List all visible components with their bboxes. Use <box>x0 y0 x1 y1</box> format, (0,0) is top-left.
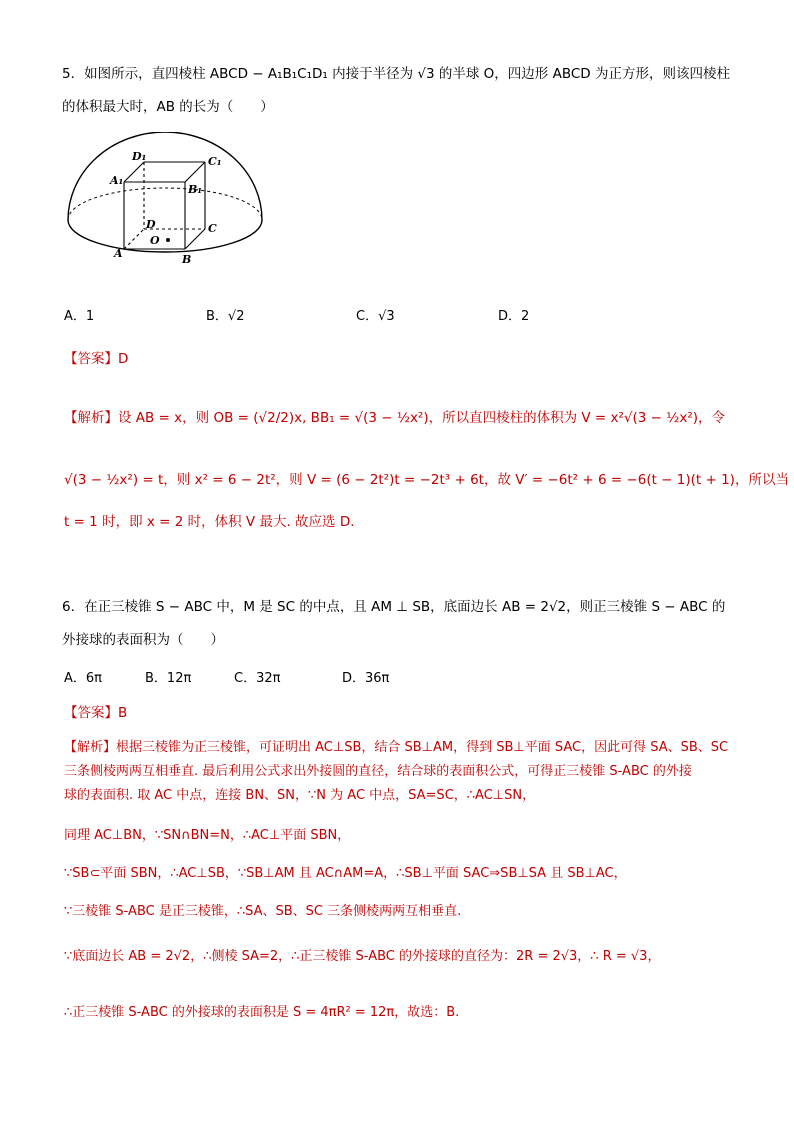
label-a: A <box>114 247 123 260</box>
q6-answer: 【答案】B <box>64 705 128 721</box>
q5-option-b: B．√2 <box>206 309 245 324</box>
q6-solution-line-2: 三条侧棱两两互相垂直. 最后利用公式求出外接圆的直径，结合球的表面积公式，可得正三棱锥 S-ABC 的外接 <box>64 764 692 779</box>
q6-stem-line-1: 6．在正三棱锥 S − ABC 中，M 是 SC 的中点，且 AM ⊥ SB，底面边长 AB = 2√2，则正三棱锥 S − ABC 的 <box>62 599 726 615</box>
label-a1: A₁ <box>110 174 124 187</box>
q6-solution-line-6: ∵三棱锥 S-ABC 是正三棱锥，∴SA、SB、SC 三条侧棱两两互相垂直. <box>64 904 462 919</box>
label-d1: D₁ <box>132 150 147 163</box>
q6-solution-line-8: ∴正三棱锥 S-ABC 的外接球的表面积是 S = 4πR² = 12π，故选：B. <box>64 1005 460 1020</box>
q6-option-a: A．6π <box>64 671 102 686</box>
q5-solution-line-3: t = 1 时，即 x = 2 时，体积 V 最大. 故应选 D. <box>64 514 355 530</box>
q5-option-a: A．1 <box>64 309 95 324</box>
q6-stem-line-2: 外接球的表面积为（ ） <box>62 632 224 648</box>
q6-solution-line-4: 同理 AC⊥BN，∵SN∩BN=N，∴AC⊥平面 SBN， <box>64 828 351 843</box>
label-d: D <box>146 218 156 231</box>
q6-option-c: C．32π <box>234 671 281 686</box>
q5-option-d: D．2 <box>498 309 530 324</box>
label-c: C <box>208 222 217 235</box>
hemisphere-prism-figure <box>60 132 270 282</box>
q6-solution-line-5: ∵SB⊂平面 SBN，∴AC⊥SB，∵SB⊥AM 且 AC∩AM=A，∴SB⊥平面 SAC⇒SB⊥SA 且 SB⊥AC， <box>64 866 627 881</box>
q5-answer: 【答案】D <box>64 351 129 367</box>
q6-solution-line-1: 【解析】根据三棱锥为正三棱锥，可证明出 AC⊥SB，结合 SB⊥AM，得到 SB⊥平面 SAC，因此可得 SA、SB、SC <box>64 740 729 755</box>
q6-solution-line-3: 球的表面积. 取 AC 中点，连接 BN、SN，∵N 为 AC 中点，SA=SC，∴AC⊥SN， <box>64 788 536 803</box>
q5-solution-line-1: 【解析】设 AB = x，则 OB = (√2/2)x, BB₁ = √(3 − ½x²)，所以直四棱柱的体积为 V = x²√(3 − ½x²)，令 <box>64 410 726 426</box>
label-b: B <box>182 253 192 266</box>
label-c1: C₁ <box>208 155 222 168</box>
q5-option-c: C．√3 <box>356 309 395 324</box>
label-b1: B₁ <box>188 183 203 196</box>
q6-option-d: D．36π <box>342 671 390 686</box>
q5-stem-line-2: 的体积最大时，AB 的长为（ ） <box>62 99 274 115</box>
q6-solution-line-7: ∵底面边长 AB = 2√2，∴侧棱 SA=2，∴正三棱锥 S-ABC 的外接球的直径为：2R = 2√3，∴ R = √3， <box>64 949 661 964</box>
q5-solution-line-2: √(3 − ½x²) = t，则 x² = 6 − 2t²，则 V = (6 − 2t²)t = −2t³ + 6t，故 V′ = −6t² + 6 = −6(t − 1)(t + 1)，所以当 <box>64 472 789 488</box>
q5-stem-line-1: 5．如图所示，直四棱柱 ABCD − A₁B₁C₁D₁ 内接于半径为 √3 的半球 O，四边形 ABCD 为正方形，则该四棱柱 <box>62 66 730 82</box>
q6-option-b: B．12π <box>145 671 192 686</box>
label-o: O <box>150 234 160 247</box>
